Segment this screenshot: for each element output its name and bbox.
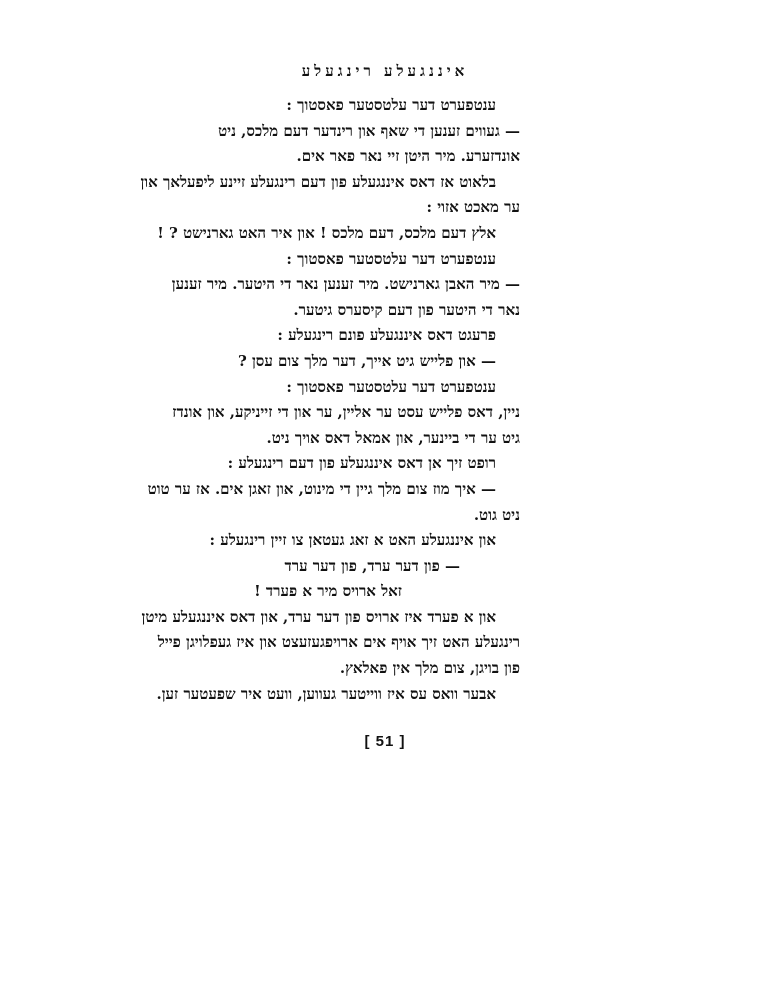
- page-number: [ 51 ]: [364, 733, 406, 750]
- text-line: גיט ער די ביינער, און אמאל דאס אויך ניט.: [266, 428, 520, 447]
- text-line: ענטפערט דער עלטסטער פאסטוך :: [286, 249, 496, 268]
- text-line: אבער וואס עס איז ווייטער געווען, וועט איר שפעטער זען.: [156, 684, 496, 703]
- text-line: בלאוט אז דאס איננגעלע פון דעם רינגעלע זיינע ליפעלאך און: [140, 172, 496, 191]
- text-line: ניט גוט.: [473, 505, 520, 524]
- text-line: רופט זיך אן דאס איננגעלע פון דעם רינגעלע :: [227, 454, 496, 473]
- text-line: אונדזערע. מיר היטן זיי נאר פאר אים.: [296, 147, 520, 166]
- running-head: איננגעלע רינגעלע: [301, 62, 469, 80]
- text-line: — איך מוז צום מלך גיין די מינוט, און זאגן אים. אז ער טוט: [147, 479, 496, 498]
- text-line: ענטפערט דער עלטסטער פאסטוך :: [286, 96, 496, 114]
- text-line: ער מאכט אזוי :: [426, 198, 520, 217]
- text-line: אלץ דעם מלכס, דעם מלכס ! און איר האט גארנישט ? !: [157, 223, 496, 242]
- text-line: פון בויגן, צום מלך אין פאלאץ.: [339, 659, 520, 678]
- text-line: נאר די היטער פון דעם קיסערס גיטער.: [293, 300, 520, 319]
- text-line: פרעגט דאס איננגעלע פונם רינגעלע :: [277, 326, 496, 345]
- text-line: און איננגעלע האט א זאג געטאן צו זיין רינגעלע :: [209, 531, 496, 550]
- text-line: — געווים זענען די שאף און רינדער דעם מלכס, ניט: [218, 121, 520, 140]
- text-line: ענטפערט דער עלטסטער פאסטוך :: [286, 377, 496, 396]
- body-text: [140, 93, 520, 707]
- text-line: און א פערד איז ארויס פון דער ערד, און דאס איננגעלע מיטן: [141, 607, 496, 626]
- text-line: זאל ארויס מיר א פערד !: [254, 582, 402, 601]
- text-line: — פון דער ערד, פון דער ערד: [284, 556, 460, 575]
- text-line: — און פלייש גיט אייך, דער מלך צום עסן ?: [237, 351, 496, 370]
- text-line: רינגעלע האט זיך אויף אים ארויפגעזעצט און איז געפלויגן פייל: [157, 633, 520, 652]
- text-line: — מיר האבן גארנישט. מיר זענען נאר די היטער. מיר זענען: [171, 275, 520, 294]
- text-line: ניין, דאס פלייש עסט ער אליין, ער און די זייניקע, און אונדז: [172, 403, 520, 422]
